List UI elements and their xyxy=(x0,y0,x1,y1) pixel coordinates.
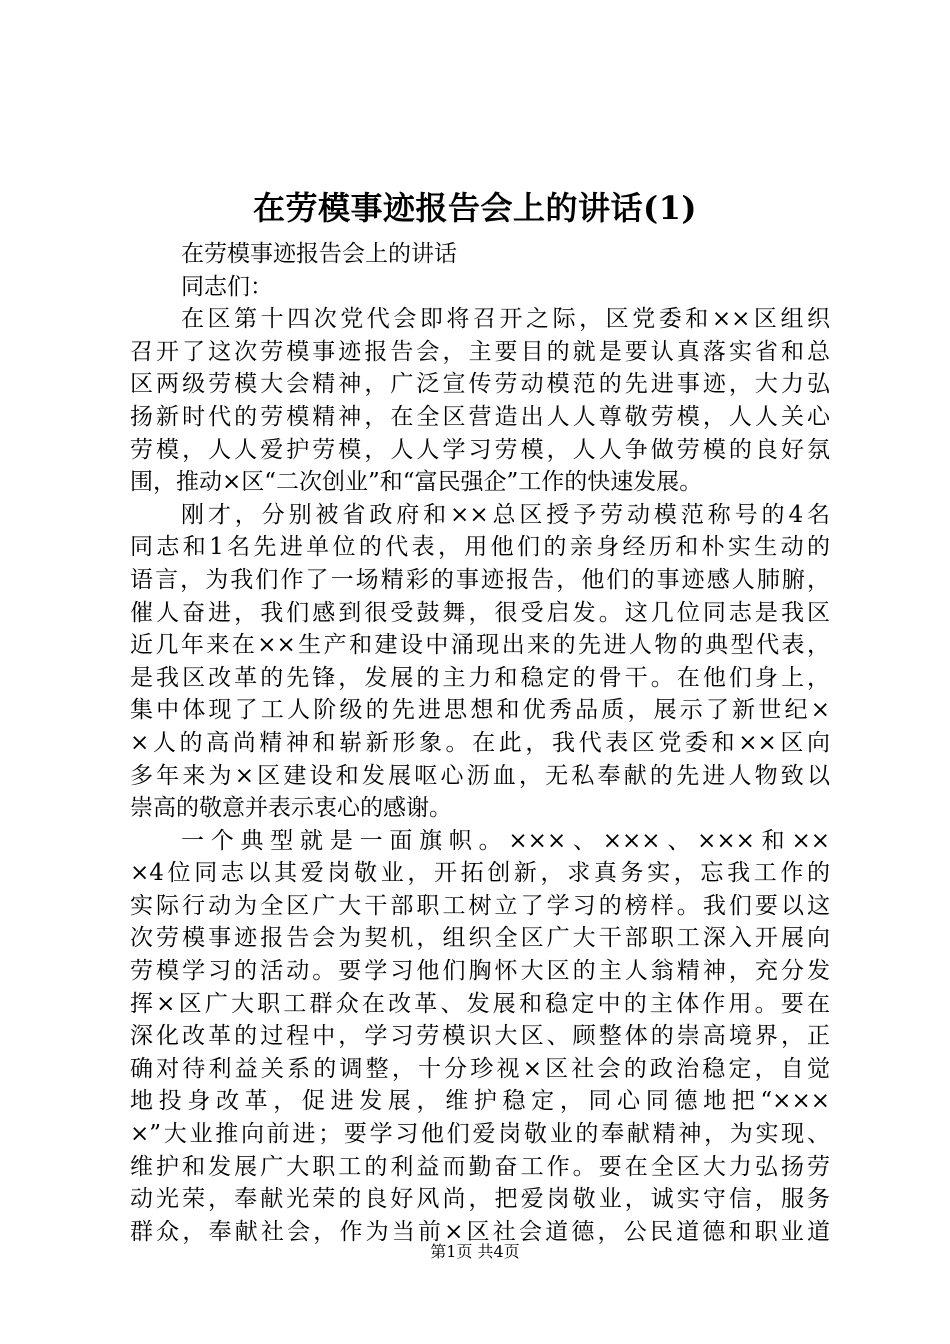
body-text-line: 在劳模事迹报告会上的讲话 xyxy=(181,241,457,267)
body-text-line: 维护和发展广大职工的利益而勤奋工作。要在全区大力弘扬劳 xyxy=(130,1153,830,1180)
body-text-line: 语言，为我们作了一场精彩的事迹报告，他们的事迹感人肺腑， xyxy=(130,566,830,593)
body-text-line: 地投身改革，促进发展，维护稳定，同心同德地把“××× xyxy=(130,1088,830,1115)
body-text-line: 动光荣，奉献光荣的良好风尚，把爱岗敬业，诚实守信，服务 xyxy=(130,1186,830,1213)
body-text-line: 实际行动为全区广大干部职工树立了学习的榜样。我们要以这 xyxy=(130,892,830,919)
body-text-line: 劳模学习的活动。要学习他们胸怀大区的主人翁精神，充分发 xyxy=(130,958,830,985)
body-text-line: 同志和1名先进单位的代表，用他们的亲身经历和朴实生动的 xyxy=(130,534,830,561)
body-text-line: ×人的高尚精神和崭新形象。在此，我代表区党委和××区向 xyxy=(130,729,830,756)
page-indicator: 第1页 共4页 xyxy=(430,1242,520,1261)
document-body xyxy=(130,238,830,1248)
body-text-line: 多年来为×区建设和发展呕心沥血，无私奉献的先进人物致以 xyxy=(130,762,830,789)
body-text-line: 催人奋进，我们感到很受鼓舞，很受启发。这几位同志是我区 xyxy=(130,599,830,626)
body-text-line: 确对待利益关系的调整，十分珍视×区社会的政治稳定，自觉 xyxy=(130,1055,830,1082)
body-text-line: 扬新时代的劳模精神，在全区营造出人人尊敬劳模，人人关心 xyxy=(130,403,830,430)
body-text-line: 挥×区广大职工群众在改革、发展和稳定中的主体作用。要在 xyxy=(130,990,830,1017)
body-text-line: 召开了这次劳模事迹报告会，主要目的就是要认真落实省和总 xyxy=(130,338,830,365)
body-text-line: 深化改革的过程中，学习劳模识大区、顾整体的崇高境界，正 xyxy=(130,1023,830,1050)
body-text-line: 集中体现了工人阶级的先进思想和优秀品质，展示了新世纪× xyxy=(130,697,830,724)
body-text-line: 崇高的敬意并表示衷心的感谢。 xyxy=(130,795,452,822)
body-text-line: 刚才，分别被省政府和××总区授予劳动模范称号的4名 xyxy=(181,501,830,528)
body-text-line: 劳模，人人爱护劳模，人人学习劳模，人人争做劳模的良好氛 xyxy=(130,436,830,463)
document-title: 在劳模事迹报告会上的讲话(1) xyxy=(252,189,698,227)
body-text-line: 近几年来在××生产和建设中涌现出来的先进人物的典型代表， xyxy=(130,632,830,659)
body-text-line: ×”大业推向前进；要学习他们爱岗敬业的奉献精神，为实现、 xyxy=(130,1121,830,1148)
body-text-line: 是我区改革的先锋，发展的主力和稳定的骨干。在他们身上， xyxy=(130,664,830,691)
body-text-line: ×4位同志以其爱岗敬业，开拓创新，求真务实，忘我工作的 xyxy=(130,860,830,887)
body-text-line: 次劳模事迹报告会为契机，组织全区广大干部职工深入开展向 xyxy=(130,925,830,952)
body-text-line: 一个典型就是一面旗帜。×××、×××、×××和×× xyxy=(181,827,830,854)
body-text-line: 在区第十四次党代会即将召开之际，区党委和××区组织 xyxy=(181,306,830,333)
body-text-line: 群众，奉献社会，作为当前×区社会道德，公民道德和职业道 xyxy=(130,1218,830,1245)
body-text-line: 同志们： xyxy=(181,273,273,300)
body-text-line: 区两级劳模大会精神，广泛宣传劳动模范的先进事迹，大力弘 xyxy=(130,371,830,398)
body-text-line: 围，推动×区“二次创业”和“富民强企”工作的快速发展。 xyxy=(130,469,703,496)
